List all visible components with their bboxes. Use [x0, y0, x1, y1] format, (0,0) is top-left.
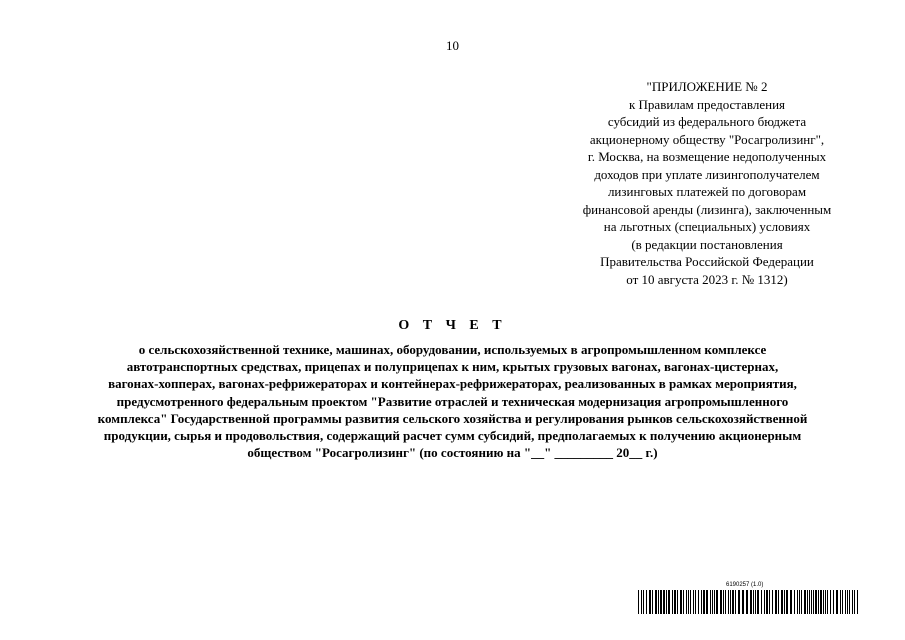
page-number: 10: [446, 38, 459, 53]
appendix-line: (в редакции постановления: [631, 236, 783, 252]
subtitle-line: предусмотренного федеральным проектом "Развитие отраслей и техническая модернизация агропромышленного: [116, 393, 789, 409]
appendix-line: к Правилам предоставления: [628, 96, 786, 112]
subtitle-line: вагонах-хопперах, вагонах-рефрижераторах и контейнерах-рефрижераторах, реализованных в рамках мероприятия,: [108, 376, 797, 392]
appendix-line: г. Москва, на возмещение недополученных: [587, 149, 827, 164]
subtitle-line: о сельскохозяйственной технике, машинах, оборудовании, используемых в агропромышленном комплексе: [138, 342, 767, 357]
appendix-line: финансовой аренды (лизинга), заключенным: [582, 201, 832, 217]
barcode-icon: [638, 590, 860, 614]
appendix-line: от 10 августа 2023 г. № 1312): [626, 271, 788, 287]
subtitle-line: комплекса" Государственной программы развития сельского хозяйства и регулирования рынков сельскохозяйственной: [97, 410, 808, 426]
subtitle-line: обществом "Росагролизинг" (по состоянию на "__" _________ 20__ г.): [247, 445, 658, 461]
barcode-caption: 6190257 (1.0): [726, 582, 764, 588]
appendix-line: на льготных (специальных) условиях: [603, 219, 811, 234]
document-barcode: [638, 582, 860, 614]
subtitle-line: продукции, сырья и продовольствия, содержащий расчет сумм субсидий, предполагаемых к получению акционерным: [103, 428, 802, 444]
appendix-line: субсидий из федерального бюджета: [607, 114, 807, 129]
appendix-header: [548, 78, 866, 288]
appendix-line: Правительства Российской Федерации: [600, 254, 814, 269]
report-title: О Т Ч Е Т: [398, 318, 507, 333]
appendix-line: доходов при уплате лизингополучателем: [594, 166, 820, 182]
appendix-line: акционерному обществу "Росагролизинг",: [589, 131, 825, 147]
subtitle-line: автотранспортных средствах, прицепах и полуприцепах к ним, крытых грузовых вагонах, вагонах-цистернах,: [126, 359, 779, 375]
appendix-line: "ПРИЛОЖЕНИЕ № 2: [646, 79, 768, 94]
report-subtitle: [20, 341, 885, 461]
appendix-line: лизинговых платежей по договорам: [607, 184, 807, 199]
